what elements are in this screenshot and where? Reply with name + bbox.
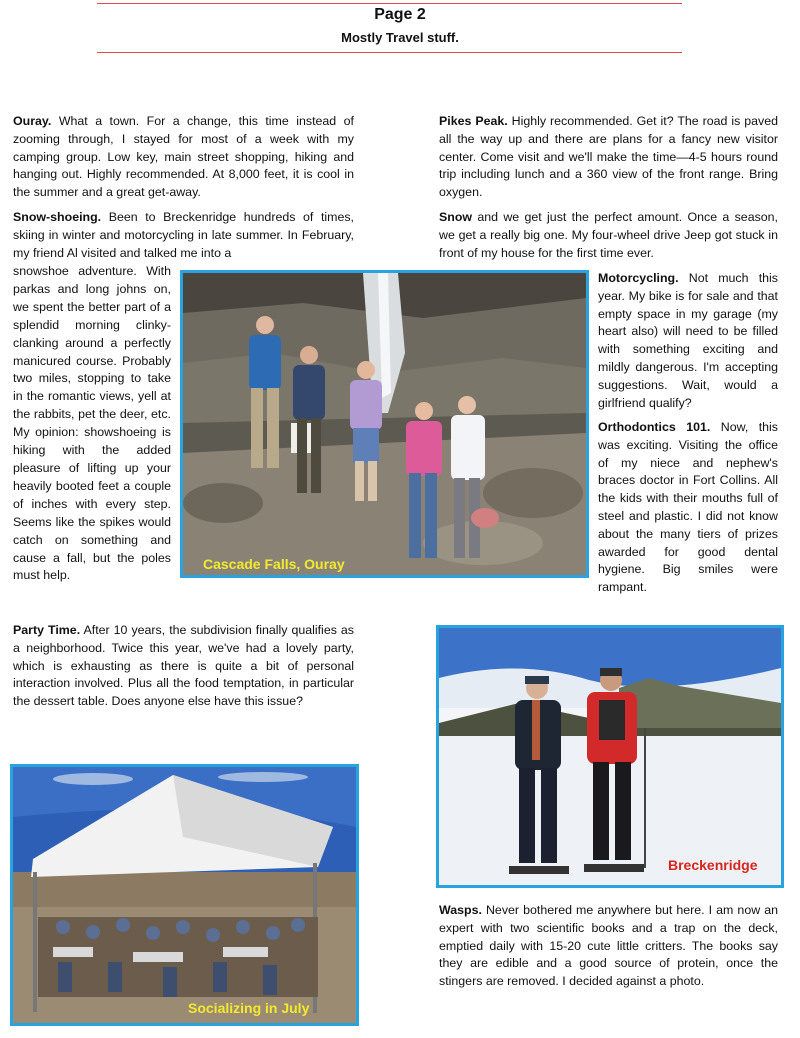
article-snowshoeing bbox=[13, 209, 354, 262]
article-orthodontics-heading: Orthodontics 101. bbox=[598, 420, 711, 434]
article-snowshoeing-heading: Snow-shoeing. bbox=[13, 210, 102, 224]
caption-july-party: Socializing in July bbox=[188, 1000, 310, 1016]
photo-july-party bbox=[10, 764, 359, 1026]
photo-breckenridge-image bbox=[439, 628, 781, 885]
article-pikes-peak-body: Highly recommended. Get it? The road is paved all the way up and there are plans for a fancy new visitor center. Come visit and we'll make the time—4-5 hours round trip including lunch and a 360 view of the front range. Bring oxygen. bbox=[439, 114, 778, 200]
article-motorcycling-body: Not much this year. My bike is for sale and that empty space in my garage (my heart also) will need to be filled with something exciting and mildly dangerous. I'm accepting suggestions. Wait, would a girlfriend qualify? bbox=[598, 271, 778, 410]
photo-cascade-falls bbox=[180, 270, 589, 578]
article-pikes-peak bbox=[439, 113, 778, 202]
article-wasps-body: Never bothered me anywhere but here. I am now an expert with two scientific books and a trap on the deck, emptied daily with 15-20 cute little critters. The books say they are edible and a good source of protein, once the stingers are removed. I decided against a photo. bbox=[439, 903, 778, 989]
article-motorcycling bbox=[598, 270, 778, 412]
caption-breckenridge: Breckenridge bbox=[668, 857, 758, 873]
article-ouray bbox=[13, 113, 354, 202]
article-motorcycling-heading: Motorcycling. bbox=[598, 271, 679, 285]
article-ouray-heading: Ouray. bbox=[13, 114, 52, 128]
article-orthodontics bbox=[598, 419, 778, 597]
article-wasps-heading: Wasps. bbox=[439, 903, 482, 917]
page-title: Page 2 bbox=[374, 6, 426, 23]
article-wasps bbox=[439, 902, 778, 991]
photo-cascade-falls-image bbox=[183, 273, 586, 575]
article-party-body: After 10 years, the subdivision finally qualifies as a neighborhood. Twice this year, we've had a lovely party, which is exhausting as there is quite a bit of personal interaction involved. Plus all the food temptation, in particular the dessert table. Does anyone else have this issue? bbox=[13, 623, 354, 709]
photo-july-party-image bbox=[13, 767, 356, 1023]
article-ouray-body: What a town. For a change, this time instead of zooming through, I stayed for most of a week with my camping group. Low key, main street shopping, hiking and hanging out. Highly recommended. At 8,000 feet, it is cool in the summer and a great get-away. bbox=[13, 114, 354, 200]
header-rule-top bbox=[97, 3, 682, 4]
article-party bbox=[13, 622, 354, 711]
article-snowshoeing-body-side: snowshoe adventure. With parkas and long johns on, we spent the better part of a splendid morning clinky-clanking around a perfectly manicured course. Probably two miles, stopping to take in the romantic views, yell at the rabbits, pet the deer, etc. My opinion: showshoeing is hiking with the added pleasure of lifting up your heavily booted feet a couple of inches with every step. Seems like the spikes would catch on something and cause a fall, but the poles must help. bbox=[13, 264, 171, 583]
article-snow-body: and we get just the perfect amount. Once a season, we get a really big one. My four-wheel drive Jeep got stuck in front of my house for the first time ever. bbox=[439, 210, 779, 260]
photo-breckenridge bbox=[436, 625, 784, 888]
article-snow bbox=[439, 209, 778, 262]
article-orthodontics-body: Now, this was exciting. Visiting the office of my niece and nephew's braces doctor in Fort Collins. All the kids with their mouths full of steel and plastic. I did not know about the many tiers of prizes awarded for good dental hygiene. Big smiles were rampant. bbox=[598, 420, 778, 595]
article-snow-heading: Snow bbox=[439, 210, 473, 224]
header-rule-bottom bbox=[97, 52, 682, 53]
article-snowshoeing-continued bbox=[13, 263, 171, 585]
article-pikes-peak-heading: Pikes Peak. bbox=[439, 114, 508, 128]
article-snowshoeing-body-top: Been to Breckenridge hundreds of times, skiing in winter and motorcycling in late summer. In February, my friend Al visited and talked me into a bbox=[13, 210, 354, 260]
page-subtitle: Mostly Travel stuff. bbox=[341, 30, 459, 45]
article-party-heading: Party Time. bbox=[13, 623, 81, 637]
caption-cascade-falls: Cascade Falls, Ouray bbox=[203, 556, 345, 572]
